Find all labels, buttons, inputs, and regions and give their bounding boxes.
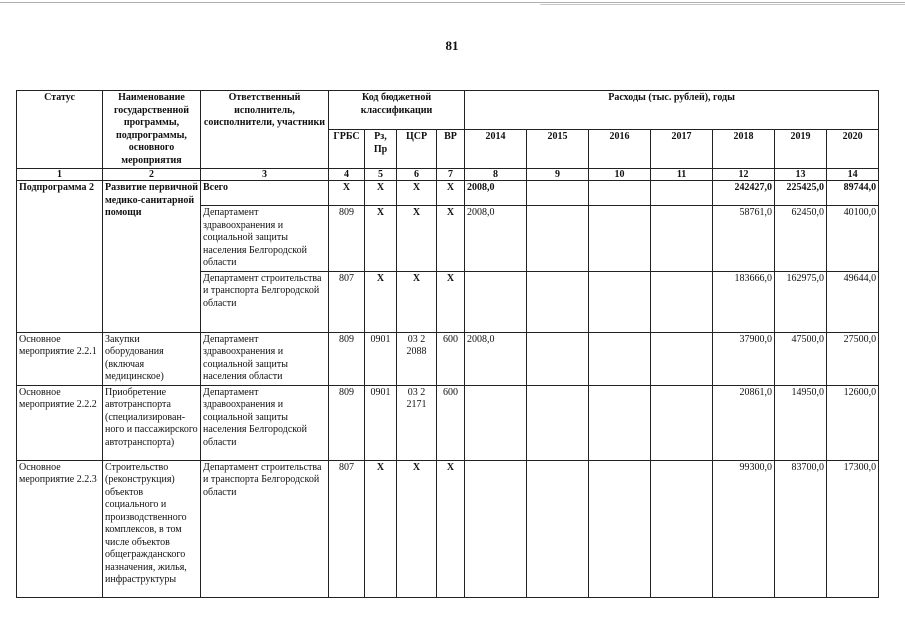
- header-rzpr: Рз, Пр: [365, 130, 397, 169]
- row-value-2016: [589, 332, 651, 385]
- column-number: 6: [397, 169, 437, 181]
- row-value-2019: 14950,0: [775, 385, 827, 460]
- row-value-2016: [589, 206, 651, 272]
- row-value-2014: 2008,0: [465, 332, 527, 385]
- row-value-2017: [651, 460, 713, 597]
- row-value-2019: 62450,0: [775, 206, 827, 272]
- row-value-2020: 17300,0: [827, 460, 879, 597]
- row-rzpr: 0901: [365, 332, 397, 385]
- row-grbs: Х: [329, 181, 365, 206]
- row-csr: Х: [397, 206, 437, 272]
- row-name: Приобретение автотранспорта (специализирован-ного и пассажирского автотранспорта): [103, 385, 201, 460]
- row-executor: Департамент здравоохранения и социальной защиты населения Белгородской области: [201, 206, 329, 272]
- row-csr: 03 2 2088: [397, 332, 437, 385]
- column-number: 2: [103, 169, 201, 181]
- row-vr: Х: [437, 206, 465, 272]
- column-number: 11: [651, 169, 713, 181]
- row-status: Основное мероприятие 2.2.2: [17, 385, 103, 460]
- header-row-1: [17, 91, 879, 130]
- column-number: 8: [465, 169, 527, 181]
- row-value-2020: 27500,0: [827, 332, 879, 385]
- row-grbs: 809: [329, 206, 365, 272]
- row-value-2016: [589, 460, 651, 597]
- row-vr: 600: [437, 385, 465, 460]
- row-value-2015: [527, 332, 589, 385]
- row-rzpr: Х: [365, 460, 397, 597]
- row-value-2017: [651, 271, 713, 332]
- row-csr: 03 2 2171: [397, 385, 437, 460]
- row-value-2016: [589, 271, 651, 332]
- row-value-2019: 225425,0: [775, 181, 827, 206]
- column-number: 3: [201, 169, 329, 181]
- header-year: 2014: [465, 130, 527, 169]
- header-status: Статус: [17, 91, 103, 169]
- row-value-2017: [651, 385, 713, 460]
- header-executor: Ответственный исполнитель, соисполнители, участники: [201, 91, 329, 169]
- row-vr: Х: [437, 181, 465, 206]
- row-value-2018: 20861,0: [713, 385, 775, 460]
- header-year: 2018: [713, 130, 775, 169]
- row-executor: Департамент здравоохранения и социальной защиты населения Белгородской области: [201, 385, 329, 460]
- row-value-2019: 47500,0: [775, 332, 827, 385]
- row-value-2020: 12600,0: [827, 385, 879, 460]
- column-number: 4: [329, 169, 365, 181]
- header-grbs: ГРБС: [329, 130, 365, 169]
- row-value-2017: [651, 181, 713, 206]
- header-name: Наименование государственной программы, подпрограммы, основного мероприятия: [103, 91, 201, 169]
- row-csr: Х: [397, 271, 437, 332]
- row-value-2016: [589, 181, 651, 206]
- row-value-2015: [527, 206, 589, 272]
- row-rzpr: Х: [365, 271, 397, 332]
- row-csr: Х: [397, 181, 437, 206]
- row-name: Строительство (реконструкция) объектов социального и производственного комплексов, в том числе объектов общегражданского назначения, жилья, инфраструктуры: [103, 460, 201, 597]
- row-vr: 600: [437, 332, 465, 385]
- row-value-2020: 89744,0: [827, 181, 879, 206]
- column-number: 1: [17, 169, 103, 181]
- column-number: 9: [527, 169, 589, 181]
- row-value-2015: [527, 271, 589, 332]
- row-value-2015: [527, 181, 589, 206]
- header-year: 2020: [827, 130, 879, 169]
- row-name: Развитие первичной медико-санитарной помощи: [103, 181, 201, 333]
- row-value-2016: [589, 385, 651, 460]
- header-year: 2016: [589, 130, 651, 169]
- row-value-2017: [651, 332, 713, 385]
- row-name: Закупки оборудования (включая медицинское): [103, 332, 201, 385]
- row-vr: Х: [437, 460, 465, 597]
- row-executor: Департамент строительства и транспорта Белгородской области: [201, 460, 329, 597]
- row-value-2018: 183666,0: [713, 271, 775, 332]
- row-csr: Х: [397, 460, 437, 597]
- row-executor: Департамент строительства и транспорта Белгородской области: [201, 271, 329, 332]
- row-rzpr: Х: [365, 206, 397, 272]
- row-rzpr: Х: [365, 181, 397, 206]
- row-status: Основное мероприятие 2.2.1: [17, 332, 103, 385]
- column-number-row: [17, 169, 879, 181]
- row-value-2014: [465, 460, 527, 597]
- row-status: Основное мероприятие 2.2.3: [17, 460, 103, 597]
- row-grbs: 809: [329, 385, 365, 460]
- row-executor: Департамент здравоохранения и социальной защиты населения области: [201, 332, 329, 385]
- row-value-2020: 40100,0: [827, 206, 879, 272]
- row-vr: Х: [437, 271, 465, 332]
- row-value-2014: [465, 271, 527, 332]
- column-number: 7: [437, 169, 465, 181]
- row-value-2015: [527, 385, 589, 460]
- row-value-2018: 242427,0: [713, 181, 775, 206]
- row-grbs: 809: [329, 332, 365, 385]
- header-expenses: Расходы (тыс. рублей), годы: [465, 91, 879, 130]
- table-row: [17, 332, 879, 385]
- header-year: 2017: [651, 130, 713, 169]
- row-grbs: 807: [329, 271, 365, 332]
- row-value-2014: [465, 385, 527, 460]
- row-value-2019: 83700,0: [775, 460, 827, 597]
- row-grbs: 807: [329, 460, 365, 597]
- row-value-2020: 49644,0: [827, 271, 879, 332]
- header-year: 2015: [527, 130, 589, 169]
- row-value-2019: 162975,0: [775, 271, 827, 332]
- top-rule: [0, 2, 905, 3]
- row-rzpr: 0901: [365, 385, 397, 460]
- column-number: 12: [713, 169, 775, 181]
- row-value-2017: [651, 206, 713, 272]
- row-executor: Всего: [201, 181, 329, 206]
- page-number: 81: [445, 38, 459, 53]
- table-row: [17, 460, 879, 597]
- header-vr: ВР: [437, 130, 465, 169]
- row-status: Подпрограмма 2: [17, 181, 103, 333]
- table-row: [17, 385, 879, 460]
- table-row: [17, 181, 879, 206]
- column-number: 14: [827, 169, 879, 181]
- row-value-2014: 2008,0: [465, 206, 527, 272]
- row-value-2018: 99300,0: [713, 460, 775, 597]
- row-value-2014: 2008,0: [465, 181, 527, 206]
- row-value-2018: 37900,0: [713, 332, 775, 385]
- header-csr: ЦСР: [397, 130, 437, 169]
- row-value-2018: 58761,0: [713, 206, 775, 272]
- header-budget-code: Код бюджетной классификации: [329, 91, 465, 130]
- top-rule-secondary: [540, 4, 905, 5]
- header-year: 2019: [775, 130, 827, 169]
- column-number: 13: [775, 169, 827, 181]
- row-value-2015: [527, 460, 589, 597]
- column-number: 5: [365, 169, 397, 181]
- column-number: 10: [589, 169, 651, 181]
- budget-table: [16, 90, 879, 598]
